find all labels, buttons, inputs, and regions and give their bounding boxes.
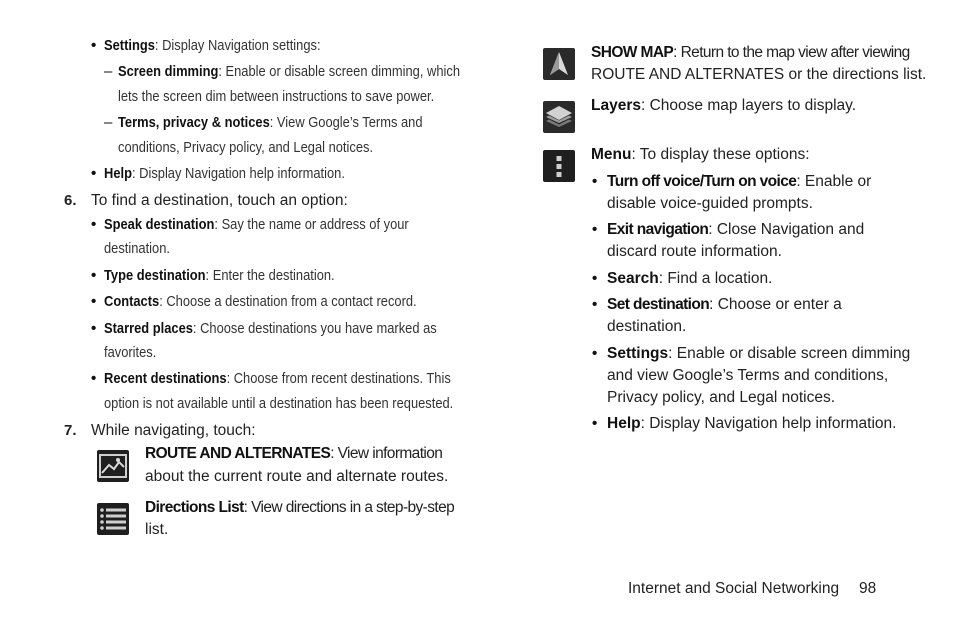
page-number: 98 [859,580,877,597]
starred-places-item: Starred places: Choose destinations you have marked as [104,320,437,337]
bullet: • [91,293,97,310]
menu-item: Menu: To display these options: [591,146,810,163]
step-7-text: While navigating, touch: [91,422,256,439]
speak-destination-text: destination. [104,240,170,257]
starred-places-text: favorites. [104,344,157,361]
search-item: Search: Find a location. [607,270,773,287]
bullet: • [91,370,97,387]
exit-navigation-item: Exit navigation: Close Navigation and [607,221,865,238]
menu-icon [543,150,575,182]
bullet: • [592,296,598,313]
route-alternates-item: ROUTE AND ALTERNATES: View information [145,445,443,462]
speak-destination-item: Speak destination: Say the name or address of your [104,216,409,233]
voice-item: Turn off voice/Turn on voice: Enable or [607,173,872,190]
settings-item: Settings: Display Navigation settings: [104,37,321,54]
bullet: • [91,165,97,182]
navigation-arrow-icon [543,48,575,80]
bullet: • [91,216,97,233]
bullet: • [592,270,598,287]
recent-destinations-item: Recent destinations: Choose from recent destinations. This [104,370,451,387]
help-menu-item: Help: Display Navigation help information. [607,415,897,432]
dash: – [104,63,113,80]
terms-item: Terms, privacy & notices: View Google’s Terms and [118,114,423,131]
bullet: • [592,415,598,432]
layers-icon [543,101,575,133]
settings-menu-text: and view Google’s Terms and conditions, [607,367,889,384]
settings-menu-text: Privacy policy, and Legal notices. [607,389,836,406]
show-map-item: SHOW MAP: Return to the map view after viewing [591,44,910,61]
terms-text: conditions, Privacy policy, and Legal notices. [118,139,374,156]
bullet: • [592,345,598,362]
recent-destinations-text: option is not available until a destination has been requested. [104,395,454,412]
bullet: • [592,221,598,238]
screen-dimming-text: lets the screen dim between instructions to save power. [118,88,435,105]
contacts-item: Contacts: Choose a destination from a contact record. [104,293,417,310]
step-number: 7. [64,422,77,439]
directions-list-icon [97,503,129,535]
bullet: • [91,37,97,54]
settings-menu-item: Settings: Enable or disable screen dimming [607,345,911,362]
set-destination-text: destination. [607,318,687,335]
route-alternates-text: about the current route and alternate routes. [145,468,449,485]
footer-section-title: Internet and Social Networking [628,580,840,597]
bullet: • [91,267,97,284]
dash: – [104,114,113,131]
bullet: • [592,173,598,190]
directions-list-item: Directions List: View directions in a step-by-step [145,499,455,516]
set-destination-item: Set destination: Choose or enter a [607,296,842,313]
layers-item: Layers: Choose map layers to display. [591,97,857,114]
step-number: 6. [64,192,77,209]
show-map-text: ROUTE AND ALTERNATES or the directions list. [591,66,927,83]
type-destination-item: Type destination: Enter the destination. [104,267,335,284]
bullet: • [91,320,97,337]
help-item: Help: Display Navigation help information. [104,165,345,182]
screen-dimming-item: Screen dimming: Enable or disable screen dimming, which [118,63,461,80]
voice-text: disable voice-guided prompts. [607,195,813,212]
route-and-alternates-icon [97,450,129,482]
directions-list-text: list. [145,521,169,538]
step-6-text: To find a destination, touch an option: [91,192,348,209]
exit-navigation-text: discard route information. [607,243,782,260]
